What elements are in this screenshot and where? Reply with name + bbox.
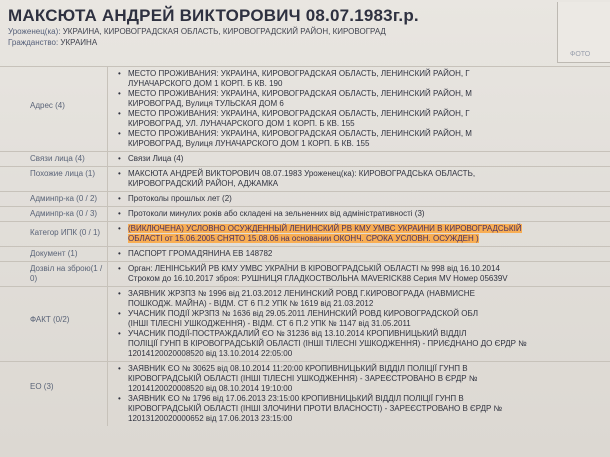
row-similar-persons — [0, 166, 610, 191]
row-label: Похожие лица (1) — [0, 167, 108, 191]
row-values — [108, 362, 610, 426]
row-ipk-category — [0, 221, 610, 246]
ipk-item[interactable] — [116, 224, 606, 244]
row-label: Дозвіл на зброю(1 / 0) — [0, 262, 108, 286]
row-document — [0, 246, 610, 261]
address-item[interactable]: • МЕСТО ПРОЖИВАНИЯ: УКРАИНА, КИРОВОГРАДСКАЯ ОБЛАСТЬ, ЛЕНИНСКИЙ РАЙОН, М КИРОВОГРАД, Вулиця ТУЛЬСКАЯ ДОМ 6 — [116, 89, 606, 109]
row-admin-protocols-old — [0, 191, 610, 206]
address-item[interactable]: • МЕСТО ПРОЖИВАНИЯ: УКРАИНА, КИРОВОГРАДСКАЯ ОБЛАСТЬ, ЛЕНИНСКИЙ РАЙОН, Г ЛУНАЧАРСКОГО ДОМ 1 КОРП. Б КВ. 190 — [116, 69, 606, 89]
row-values — [108, 222, 610, 246]
fact-item[interactable]: • УЧАСНИК ПОДІЇ-ПОСТРАЖДАЛИЙ ЄО № 31236 від 13.10.2014 КРОПИВНИЦЬКИЙ ВІДДІЛ ПОЛІЦІЇ ГУНП В КІРОВОГРАДСЬКІЙ ОБЛАСТІ (ІНШІ ТІЛЕСНІ УШКОДЖЕННЯ) - ПРИЄДНАНО ДО ЄРДР № 12014120020008520 від 13.10.2014 22:05:00 — [116, 329, 606, 359]
row-values — [108, 287, 610, 361]
birthplace-line — [8, 26, 602, 37]
eo-item[interactable]: • ЗАЯВНИК ЄО № 1796 від 17.06.2013 23:15:00 КРОПИВНИЦЬКИЙ ВІДДІЛ ПОЛІЦІЇ ГУНП В КІРОВОГРАДСЬКІЙ ОБЛАСТІ (ІНШІ ЗЛОЧИНИ ПРОТИ ВЛАСНОСТІ) - ЗАРЕЄСТРОВАНО В ЄРДР № 12013120020000652 від 17.06.2013 23:15:00 — [116, 394, 606, 424]
citizenship-label: Гражданство: — [8, 38, 59, 47]
row-label: Документ (1) — [0, 247, 108, 261]
record-table — [0, 66, 610, 426]
eo-item[interactable]: • ЗАЯВНИК ЄО № 30625 від 08.10.2014 11:20:00 КРОПИВНИЦЬКИЙ ВІДДІЛ ПОЛІЦІЇ ГУНП В КІРОВОГРАДСЬКІЙ ОБЛАСТІ (ІНШІ ТІЛЕСНІ УШКОДЖЕННЯ) - ЗАРЕЄСТРОВАНО В ЄРДР № 12014120020008520 від 08.10.2014 19:10:00 — [116, 364, 606, 394]
row-label: ЕО (3) — [0, 362, 108, 426]
citizenship-line — [8, 37, 602, 48]
address-item[interactable]: • МЕСТО ПРОЖИВАНИЯ: УКРАИНА, КИРОВОГРАДСКАЯ ОБЛАСТЬ, ЛЕНИНСКИЙ РАЙОН, Г КИРОВОГРАД, УЛ. ЛУНАЧАРСКОГО ДОМ 1 КОРП. Б КВ. 155 — [116, 109, 606, 129]
row-label: Связи лица (4) — [0, 152, 108, 166]
permit-item[interactable]: • Орган: ЛЕНІНСЬКИЙ РВ КМУ УМВС УКРАЇНИ В КІРОВОГРАДСЬКІЙ ОБЛАСТІ № 998 від 16.10.2014 Строком до 16.10.2017 зброя: РУШНИЦЯ ГЛАДКОСТВОЛЬНА MAVERICK88 Серия MV Номер 05639V — [116, 264, 606, 284]
protocol-item[interactable]: • Протоколы прошлых лет (2) — [116, 194, 606, 204]
row-eo — [0, 361, 610, 426]
address-item[interactable]: • МЕСТО ПРОЖИВАНИЯ: УКРАИНА, КИРОВОГРАДСКАЯ ОБЛАСТЬ, ЛЕНИНСКИЙ РАЙОН, М КИРОВОГРАД, Вулиця ЛУНАЧАРСКОГО ДОМ 1 КОРП. Б КВ. 155 — [116, 129, 606, 149]
fact-item[interactable]: • ЗАЯВНИК ЖРЗПЗ № 1996 від 21.03.2012 ЛЕНИНСКИЙ РОВД Г.КИРОВОГРАДА (НАВМИСНЕ ПОШКОДЖ. МАЙНА) - ВІДМ. СТ 6 П.2 УПК № 1619 від 21.03.2012 — [116, 289, 606, 309]
row-values — [108, 167, 610, 191]
row-values — [108, 67, 610, 151]
row-values — [108, 152, 610, 166]
row-label: Адрес (4) — [0, 67, 108, 151]
row-admin-protocols — [0, 206, 610, 221]
birthplace-label: Уроженец(ка): — [8, 27, 61, 36]
photo-caption: ФОТО — [570, 51, 591, 58]
row-label: Админпр-ка (0 / 3) — [0, 207, 108, 221]
person-header — [0, 0, 610, 48]
row-label: Админпр-ка (0 / 2) — [0, 192, 108, 206]
row-values — [108, 207, 610, 221]
protocol-item[interactable]: • Протоколи минулих років або складені на зельненних від адміністративності (3) — [116, 209, 606, 219]
row-label: ФАКТ (0/2) — [0, 287, 108, 361]
row-address — [0, 66, 610, 151]
row-fact — [0, 286, 610, 361]
row-values — [108, 247, 610, 261]
relations-item[interactable]: • Связи Лица (4) — [116, 154, 606, 164]
highlighted-text: (ВИКЛЮЧЕНА) УСЛОВНО ОСУЖДЕННЫЙ ЛЕНИНСКИЙ РВ КМУ УМВС УКРАИНИ В КИРОВОГРАДСЬКІЙ ОБЛАСТІ от 15.06.2005 СНЯТО 15.08.06 на основании ОКОНЧ. СРОКА УСЛОВН. ОСУЖДЕН ) — [128, 224, 522, 243]
row-relations — [0, 151, 610, 166]
birthplace-value: УКРАИНА, КИРОВОГРАДСКАЯ ОБЛАСТЬ, КИРОВОГРАДСКИЙ РАЙОН, КИРОВОГРАД — [62, 27, 386, 36]
row-label: Категор ИПК (0 / 1) — [0, 222, 108, 246]
photo-placeholder — [557, 2, 610, 63]
person-title: МАКСЮТА АНДРЕЙ ВИКТОРОВИЧ 08.07.1983г.р. — [8, 6, 419, 25]
row-weapon-permit — [0, 261, 610, 286]
fact-item[interactable]: • УЧАСНИК ПОДІЇ ЖРЗПЗ № 1636 від 29.05.2011 ЛЕНИНСКИЙ РОВД КИРОВОГРАДСКОЙ ОБЛ (ІНШІ ТІЛЕСНІ УШКОДЖЕННЯ) - ВІДМ. СТ 6 П.2 УПК № 1147 від 31.05.2011 — [116, 309, 606, 329]
row-values — [108, 262, 610, 286]
row-values — [108, 192, 610, 206]
document-item[interactable]: • ПАСПОРТ ГРОМАДЯНИНА ЕВ 148782 — [116, 249, 606, 259]
citizenship-value: УКРАИНА — [60, 38, 98, 47]
similar-person-item[interactable]: • МАКСЮТА АНДРЕЙ ВИКТОРОВИЧ 08.07.1983 Уроженец(ка): КИРОВОГРАДСЬКА ОБЛАСТЬ, КИРОВОГРАДСКИЙ РАЙОН, АДЖАМКА — [116, 169, 606, 189]
